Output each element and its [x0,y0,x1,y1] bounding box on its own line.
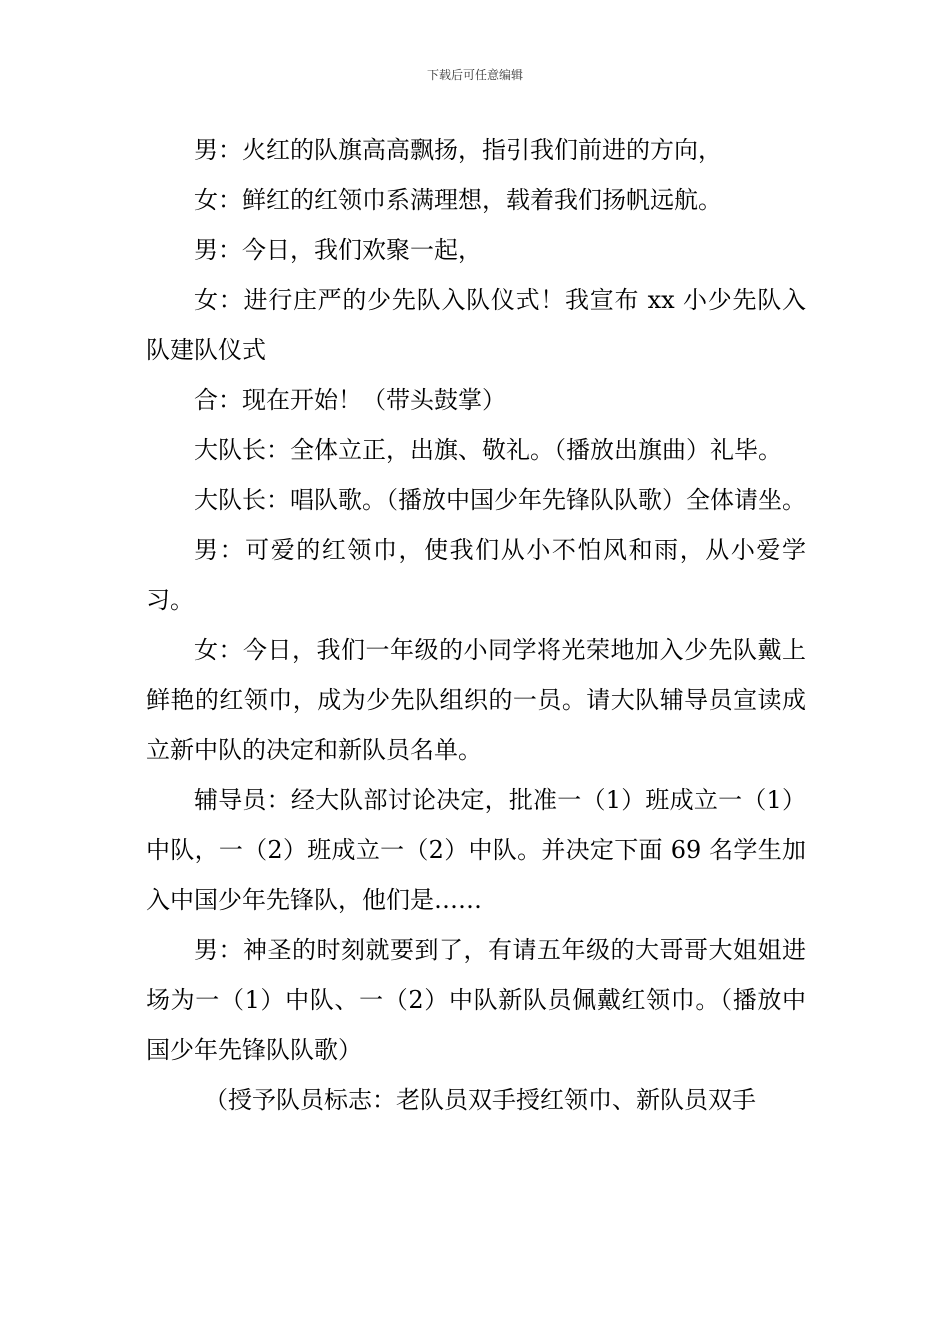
paragraph: 女：今日，我们一年级的小同学将光荣地加入少先队戴上鲜艳的红领巾，成为少先队组织的一员。请大队辅导员宣读成立新中队的决定和新队员名单。 [146,636,806,764]
paragraph: 大队长：全体立正，出旗、敬礼。（播放出旗曲）礼毕。 [194,436,782,464]
page-header: 下载后可任意编辑 [426,68,523,82]
paragraph: 男：可爱的红领巾，使我们从小不怕风和雨，从小爱学习。 [146,536,806,614]
paragraph: 合：现在开始！（带头鼓掌） [194,386,506,414]
paragraph: 女：进行庄严的少先队入队仪式！我宣布 xx 小少先队入队建队仪式 [146,286,806,364]
paragraph: 辅导员：经大队部讨论决定，批准一（1）班成立一（1）中队，一（2）班成立一（2）中队。并决定下面 69 名学生加入中国少年先锋队，他们是…… [146,786,806,914]
paragraph: 男：神圣的时刻就要到了，有请五年级的大哥哥大姐姐进场为一（1）中队、一（2）中队新队员佩戴红领巾。（播放中国少年先锋队队歌） [146,936,806,1064]
paragraph: 大队长：唱队歌。（播放中国少年先锋队队歌）全体请坐。 [194,486,806,514]
document-body [146,125,806,1125]
paragraph: 男：火红的队旗高高飘扬，指引我们前进的方向， [194,136,722,164]
paragraph: 女：鲜红的红领巾系满理想，载着我们扬帆远航。 [194,186,722,214]
paragraph: （授予队员标志：老队员双手授红领巾、新队员双手 [204,1086,756,1114]
paragraph: 男：今日，我们欢聚一起， [194,236,482,264]
